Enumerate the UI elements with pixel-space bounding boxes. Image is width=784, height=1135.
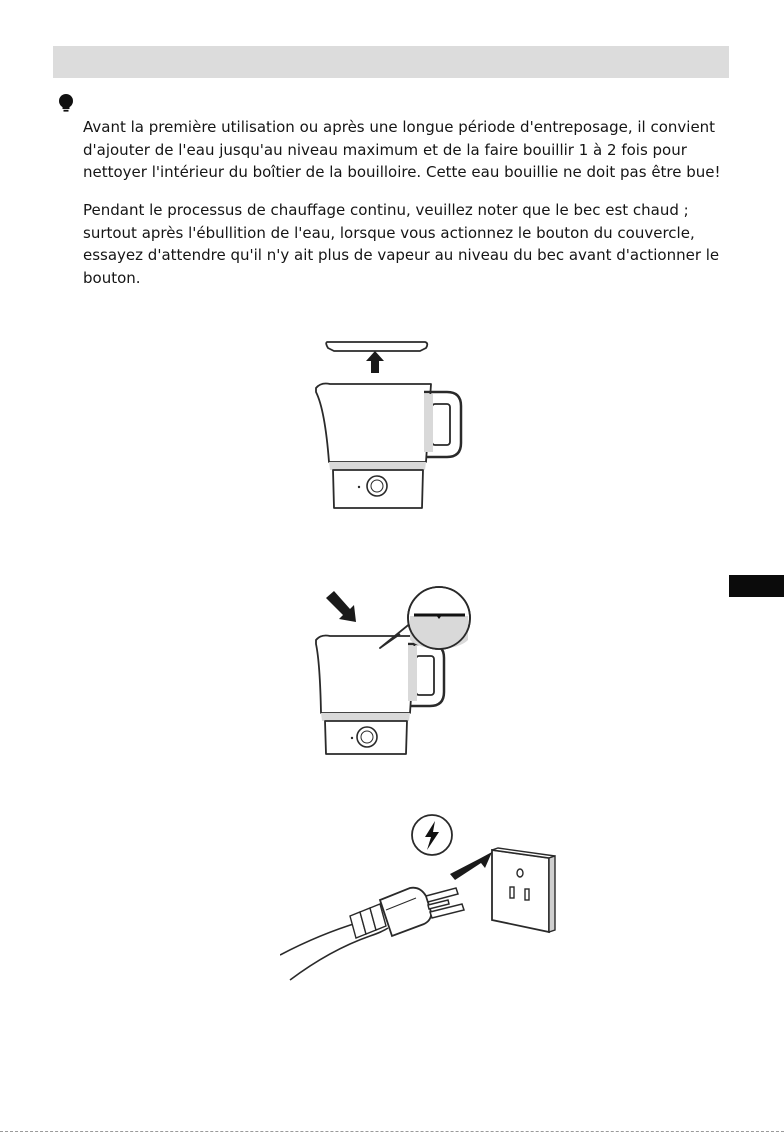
kettle-body xyxy=(316,384,431,463)
kettle-body xyxy=(316,636,415,714)
page-bottom-edge xyxy=(0,1131,784,1132)
language-side-tab xyxy=(729,575,784,597)
note-paragraph-first-use: Avant la première utilisation ou après une longue période d'entreposage, il convient d'ajouter de l'eau jusqu'au niveau maximum et de la faire bouillir 1 à 2 fois pour nettoyer l'intérieur du boîtier de la bouilloire. Cette eau bouillie ne doit pas être bue! xyxy=(83,118,721,182)
illustration-fill-water xyxy=(300,578,480,760)
illustration-plug-in xyxy=(280,812,570,984)
illustration-remove-lid xyxy=(300,330,470,512)
kettle-base xyxy=(325,721,407,754)
wall-outlet xyxy=(492,850,549,932)
arrow-icon xyxy=(366,351,384,373)
lightbulb-icon xyxy=(57,93,75,113)
section-header-bar xyxy=(53,46,729,78)
arrow-icon xyxy=(450,852,492,880)
arrow-icon xyxy=(326,591,356,622)
kettle-lid xyxy=(326,342,427,351)
note-paragraph-hot-spout: Pendant le processus de chauffage continu, veuillez noter que le bec est chaud ; surtout après l'ébullition de l'eau, lorsque vous actionnez le bouton du couvercle, essayez d'attendre qu'il n'y ait plus de vapeur au niveau du bec avant d'actionner le bouton. xyxy=(83,201,720,287)
